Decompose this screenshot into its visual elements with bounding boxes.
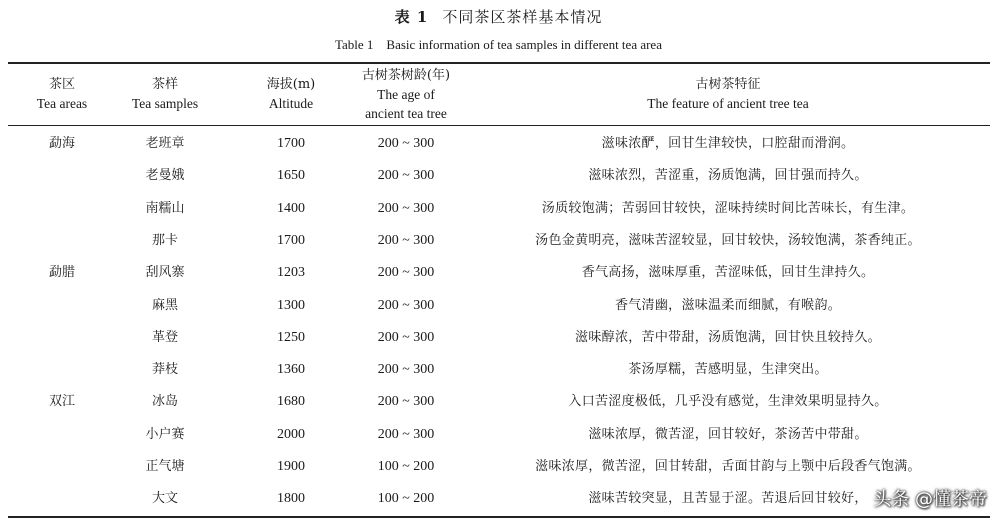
table-caption-cn xyxy=(0,6,997,27)
cell-age: 100 ~ 200 xyxy=(377,491,435,507)
cell-feature: 香气高扬，滋味厚重，苦涩味低，回甘生津持久。 xyxy=(581,265,875,281)
table-row xyxy=(0,160,997,192)
cell-altitude: 1900 xyxy=(277,459,305,474)
cell-name: 大文 xyxy=(151,491,178,507)
cell-altitude: 1700 xyxy=(277,136,305,151)
cell-age: 200 ~ 300 xyxy=(377,232,435,248)
table-row xyxy=(0,225,997,257)
header-feature-cn: 古树茶特征 xyxy=(695,77,761,92)
header-age-en2: ancient tea tree xyxy=(365,106,447,121)
cell-altitude: 1680 xyxy=(277,394,305,410)
cell-name: 南糯山 xyxy=(145,200,185,216)
cell-feature: 香气清幽，滋味温柔而细腻，有喉韵。 xyxy=(614,297,842,313)
cell-feature: 滋味浓烈，苦涩重，汤质饱满，回甘强而持久。 xyxy=(588,168,868,184)
cell-feature: 茶汤厚糯，苦感明显，生津突出。 xyxy=(628,362,828,378)
header-age xyxy=(346,66,466,123)
header-name-en: Tea samples xyxy=(131,96,199,111)
cell-age: 200 ~ 300 xyxy=(377,136,435,151)
header-feature-en: The feature of ancient tree tea xyxy=(647,96,809,111)
cell-area xyxy=(18,354,106,386)
cell-feature: 汤色金黄明亮，滋味苦涩较显，回甘较快，汤较饱满，茶香纯正。 xyxy=(535,232,921,248)
cell-age: 100 ~ 200 xyxy=(377,459,435,474)
cell-area xyxy=(18,419,106,451)
cell-name: 老曼娥 xyxy=(145,168,185,184)
cell-name: 正气塘 xyxy=(145,459,185,474)
cell-altitude: 1250 xyxy=(277,329,305,345)
cell-age: 200 ~ 300 xyxy=(377,265,435,281)
table-row xyxy=(0,419,997,451)
table-row xyxy=(0,193,997,225)
cell-area: 勐海 xyxy=(48,136,75,151)
cell-area: 双江 xyxy=(48,394,75,410)
bottom-rule xyxy=(8,516,990,518)
watermark: 头条 @懂茶帝 xyxy=(873,489,987,510)
cell-area xyxy=(18,451,106,483)
table-row xyxy=(0,386,997,418)
cell-altitude: 1800 xyxy=(277,491,305,507)
header-feature xyxy=(478,75,978,113)
cell-name: 革登 xyxy=(151,329,178,345)
cell-altitude: 1360 xyxy=(277,362,305,378)
table-row xyxy=(0,451,997,483)
cell-name: 老班章 xyxy=(145,136,185,151)
cell-age: 200 ~ 300 xyxy=(377,200,435,216)
cell-name: 麻黑 xyxy=(151,297,178,313)
table-row xyxy=(0,322,997,354)
header-age-en1: The age of xyxy=(377,87,435,102)
table-title-cn: 不同茶区茶样基本情况 xyxy=(442,8,603,26)
cell-area: 勐腊 xyxy=(48,265,75,281)
cell-age: 200 ~ 300 xyxy=(377,329,435,345)
cell-area xyxy=(18,322,106,354)
cell-area xyxy=(18,225,106,257)
cell-feature: 入口苦涩度极低，几乎没有感觉，生津效果明显持久。 xyxy=(568,394,888,410)
table-row xyxy=(0,483,997,515)
header-altitude-cn: 海拔(m) xyxy=(266,77,316,92)
table-row xyxy=(0,128,997,160)
cell-area xyxy=(18,483,106,515)
header-area xyxy=(18,75,106,113)
cell-feature: 滋味浓厚，微苦涩，回甘转甜，舌面甘韵与上颚中后段香气饱满。 xyxy=(535,459,921,474)
cell-name: 小户赛 xyxy=(145,426,185,442)
table-title-en: Table 1 Basic information of tea samples in different tea area xyxy=(335,37,662,52)
cell-name: 莽枝 xyxy=(151,362,178,378)
header-area-en: Tea areas xyxy=(36,96,88,111)
cell-feature: 滋味苦较突显，且苦显于涩。苦退后回甘较好， xyxy=(588,491,868,507)
header-name xyxy=(120,75,210,113)
header-rule xyxy=(8,125,990,126)
cell-name: 刮风寨 xyxy=(145,265,185,281)
cell-age: 200 ~ 300 xyxy=(377,297,435,313)
cell-altitude: 1203 xyxy=(277,265,305,281)
table-row xyxy=(0,354,997,386)
cell-feature: 滋味浓厚，微苦涩，回甘较好，茶汤苦中带甜。 xyxy=(588,426,868,442)
table-row xyxy=(0,257,997,289)
cell-name: 那卡 xyxy=(151,232,178,248)
cell-age: 200 ~ 300 xyxy=(377,394,435,410)
cell-area xyxy=(18,290,106,322)
cell-feature: 滋味浓酽，回甘生津较快，口腔甜而滑润。 xyxy=(601,136,855,151)
top-rule xyxy=(8,62,990,64)
cell-age: 200 ~ 300 xyxy=(377,362,435,378)
table-row xyxy=(0,290,997,322)
table-number: 表 1 xyxy=(394,8,429,26)
cell-feature: 汤质较饱满；苦弱回甘较快，涩味持续时间比苦味长，有生津。 xyxy=(541,200,915,216)
header-age-cn: 古树茶树龄(年) xyxy=(361,68,451,83)
cell-altitude: 1400 xyxy=(277,200,305,216)
cell-altitude: 1300 xyxy=(277,297,305,313)
cell-feature: 滋味醇浓，苦中带甜，汤质饱满，回甘快且较持久。 xyxy=(575,329,881,345)
cell-altitude: 1650 xyxy=(277,168,305,184)
header-altitude xyxy=(236,75,346,113)
header-name-cn: 茶样 xyxy=(151,77,178,92)
cell-area xyxy=(18,193,106,225)
cell-age: 200 ~ 300 xyxy=(377,168,435,184)
cell-name: 冰岛 xyxy=(151,394,178,410)
cell-age: 200 ~ 300 xyxy=(377,426,435,442)
cell-altitude: 1700 xyxy=(277,232,305,248)
header-area-cn: 茶区 xyxy=(48,77,75,92)
header-altitude-en: Altitude xyxy=(268,96,314,111)
cell-altitude: 2000 xyxy=(277,426,305,442)
cell-area xyxy=(18,160,106,192)
